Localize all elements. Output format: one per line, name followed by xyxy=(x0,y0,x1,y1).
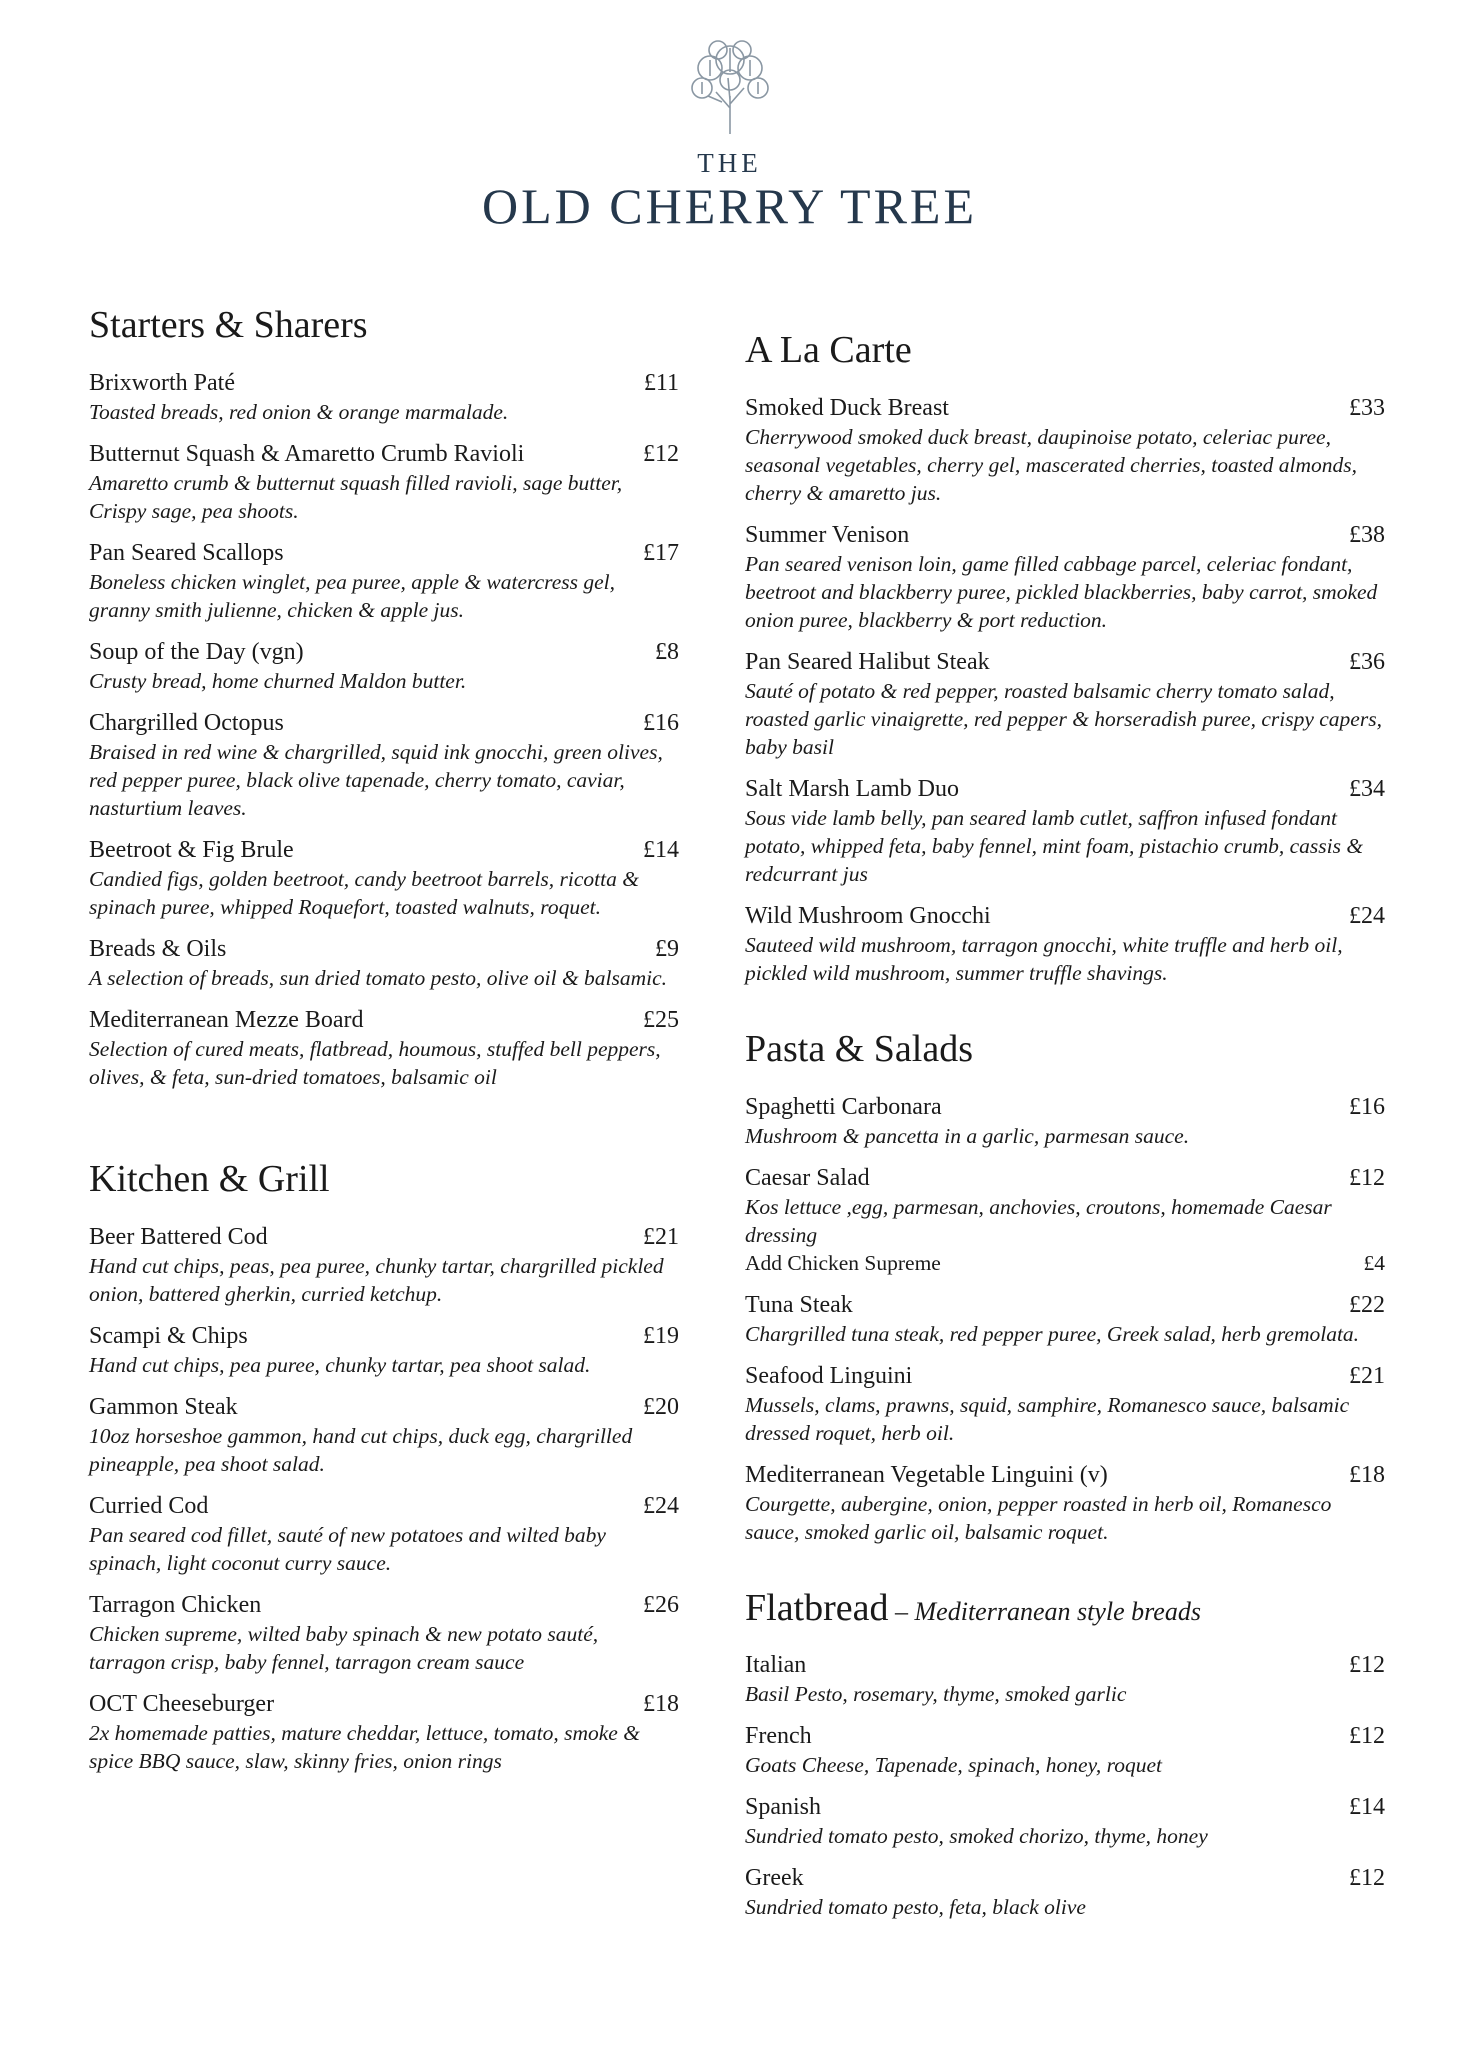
menu-item xyxy=(745,648,1385,761)
menu-item-name: Seafood Linguini xyxy=(745,1362,913,1389)
menu-item-price: £33 xyxy=(1349,394,1385,421)
menu-section xyxy=(89,305,679,1091)
menu-item-header xyxy=(745,1164,1385,1193)
menu-item-price: £17 xyxy=(643,539,679,566)
menu-item-name: Mediterranean Vegetable Linguini (v) xyxy=(745,1461,1108,1488)
menu-item xyxy=(89,836,679,921)
menu-item-header xyxy=(89,836,679,865)
menu-item-price: £34 xyxy=(1349,775,1385,802)
menu-item xyxy=(745,1793,1385,1850)
item-list xyxy=(89,1223,679,1775)
menu-item-price: £8 xyxy=(655,638,679,665)
menu-item xyxy=(745,521,1385,634)
menu-item-price: £12 xyxy=(643,440,679,467)
menu-item-header xyxy=(745,1093,1385,1122)
menu-item-price: £19 xyxy=(643,1322,679,1349)
section-title: Starters & Sharers xyxy=(89,304,368,346)
tree-icon xyxy=(682,34,778,136)
menu-item-price: £12 xyxy=(1349,1865,1385,1892)
menu-section xyxy=(89,1159,679,1775)
menu-item-name: Italian xyxy=(745,1652,807,1679)
menu-item-name: Mediterranean Mezze Board xyxy=(89,1006,364,1033)
menu-item-description: 2x homemade patties, mature cheddar, lettuce, tomato, smoke & spice BBQ sauce, slaw, skinny fries, onion rings xyxy=(89,1720,640,1773)
menu-item-description: Selection of cured meats, flatbread, houmous, stuffed bell peppers, olives, & feta, sun-dried tomatoes, balsamic oil xyxy=(89,1036,661,1089)
section-title xyxy=(745,1588,1385,1630)
menu-item-description: Braised in red wine & chargrilled, squid ink gnocchi, green olives, red pepper puree, black olive tapenade, cherry tomato, caviar, nasturtium leaves. xyxy=(89,739,663,820)
menu-item-header xyxy=(89,440,679,469)
menu-item-header xyxy=(745,1793,1385,1822)
menu-item-header xyxy=(745,1722,1385,1751)
menu-section xyxy=(745,330,1385,987)
menu-item-name: Salt Marsh Lamb Duo xyxy=(745,775,959,802)
menu-item-name: Beetroot & Fig Brule xyxy=(89,836,294,863)
menu-item-header xyxy=(89,369,679,398)
menu-item-header xyxy=(89,1223,679,1252)
menu-item-name: Breads & Oils xyxy=(89,935,227,962)
item-list xyxy=(745,1093,1385,1546)
menu-item-header xyxy=(745,648,1385,677)
menu-item-price: £9 xyxy=(655,935,679,962)
menu-item-description: Sundried tomato pesto, smoked chorizo, thyme, honey xyxy=(745,1824,1208,1849)
menu-item-header xyxy=(745,1864,1385,1893)
menu-item-description: Candied figs, golden beetroot, candy beetroot barrels, ricotta & spinach puree, whipped Roquefort, toasted walnuts, roquet. xyxy=(89,866,639,919)
menu-item-price: £38 xyxy=(1349,521,1385,548)
addon-price: £4 xyxy=(1363,1250,1385,1275)
menu-item-description: Courgette, aubergine, onion, pepper roasted in herb oil, Romanesco sauce, smoked garlic oil, balsamic roquet. xyxy=(745,1491,1332,1544)
menu-item-header xyxy=(745,394,1385,423)
menu-item-addon xyxy=(745,1249,1385,1277)
menu-item-description: Toasted breads, red onion & orange marmalade. xyxy=(89,399,509,424)
menu-item-name: Tuna Steak xyxy=(745,1291,853,1318)
addon-name: Add Chicken Supreme xyxy=(745,1250,941,1275)
menu-item-price: £24 xyxy=(643,1492,679,1519)
menu-item-name: Chargrilled Octopus xyxy=(89,709,284,736)
menu-item xyxy=(89,1223,679,1308)
menu-item-name: Brixworth Paté xyxy=(89,369,235,396)
logo xyxy=(0,34,1459,136)
section-subtitle: – Mediterranean style breads xyxy=(888,1596,1201,1626)
menu-item-description: 10oz horseshoe gammon, hand cut chips, duck egg, chargrilled pineapple, pea shoot salad. xyxy=(89,1423,633,1476)
menu-item-price: £26 xyxy=(643,1591,679,1618)
menu-item-description: Goats Cheese, Tapenade, spinach, honey, roquet xyxy=(745,1753,1163,1778)
menu-item xyxy=(745,394,1385,507)
menu-item-description: Amaretto crumb & butternut squash filled ravioli, sage butter, Crispy sage, pea shoots. xyxy=(89,470,623,523)
menu-item-description: Hand cut chips, pea puree, chunky tartar, pea shoot salad. xyxy=(89,1352,591,1377)
menu-item-name: OCT Cheeseburger xyxy=(89,1690,275,1717)
menu-section xyxy=(745,1588,1385,1922)
menu-item-price: £14 xyxy=(643,836,679,863)
menu-item xyxy=(745,1362,1385,1447)
menu-item xyxy=(745,1164,1385,1277)
menu-item xyxy=(89,1322,679,1379)
menu-item xyxy=(89,369,679,426)
menu-item-name: Smoked Duck Breast xyxy=(745,394,949,421)
menu-item-name: Pan Seared Scallops xyxy=(89,539,284,566)
menu-item-description: Sauteed wild mushroom, tarragon gnocchi, white truffle and herb oil, pickled wild mushroom, summer truffle shavings. xyxy=(745,932,1343,985)
section-title: Kitchen & Grill xyxy=(89,1157,330,1200)
menu-item-description: Sauté of potato & red pepper, roasted balsamic cherry tomato salad, roasted garlic vinaigrette, red pepper & horseradish puree, crispy capers, baby basil xyxy=(745,678,1382,759)
right-column xyxy=(745,330,1385,1935)
brand-name: OLD CHERRY TREE xyxy=(481,178,978,234)
menu-item-header xyxy=(745,902,1385,931)
menu-item-name: Butternut Squash & Amaretto Crumb Ravioli xyxy=(89,440,525,467)
menu-item xyxy=(89,709,679,822)
menu-item xyxy=(89,1393,679,1478)
menu-item-description: Chicken supreme, wilted baby spinach & new potato sauté, tarragon crisp, baby fennel, tarragon cream sauce xyxy=(89,1621,599,1674)
menu-item-price: £21 xyxy=(1349,1362,1385,1389)
menu-item-price: £12 xyxy=(1349,1723,1385,1750)
menu-item xyxy=(89,539,679,624)
menu-item xyxy=(89,638,679,695)
menu-item-price: £16 xyxy=(1349,1093,1385,1120)
menu-item-header xyxy=(89,1492,679,1521)
menu-item-price: £21 xyxy=(643,1223,679,1250)
menu-item xyxy=(745,1651,1385,1708)
menu-item-description: A selection of breads, sun dried tomato pesto, olive oil & balsamic. xyxy=(89,965,668,990)
menu-item-price: £12 xyxy=(1349,1164,1385,1191)
menu-item-header xyxy=(89,935,679,964)
menu-item-header xyxy=(89,638,679,667)
menu-item-name: Gammon Steak xyxy=(89,1393,238,1420)
menu-item-description: Chargrilled tuna steak, red pepper puree, Greek salad, herb gremolata. xyxy=(745,1321,1360,1346)
menu-item-header xyxy=(89,1690,679,1719)
item-list xyxy=(745,1651,1385,1921)
menu-item xyxy=(89,440,679,525)
menu-item-description: Mushroom & pancetta in a garlic, parmesan sauce. xyxy=(745,1123,1190,1148)
item-list xyxy=(745,394,1385,987)
menu-item-name: Summer Venison xyxy=(745,521,910,548)
menu-item xyxy=(745,902,1385,987)
section-title: A La Carte xyxy=(745,329,912,371)
menu-item-header xyxy=(89,539,679,568)
brand-the: THE xyxy=(697,148,762,178)
menu-item xyxy=(745,775,1385,888)
menu-item-name: Spaghetti Carbonara xyxy=(745,1093,942,1120)
menu-item-description: Kos lettuce ,egg, parmesan, anchovies, croutons, homemade Caesar dressing xyxy=(745,1194,1332,1247)
menu-item xyxy=(89,1006,679,1091)
menu-item-header xyxy=(89,1006,679,1035)
menu-item-name: Pan Seared Halibut Steak xyxy=(745,648,990,675)
menu-item-description: Sous vide lamb belly, pan seared lamb cutlet, saffron infused fondant potato, whipped feta, baby fennel, mint foam, pistachio crumb, cassis & redcurrant jus xyxy=(745,805,1364,886)
section-title-text: Flatbread xyxy=(745,1586,889,1629)
menu-item-description: Pan seared venison loin, game filled cabbage parcel, celeriac fondant, beetroot and blackberry puree, pickled blackberries, baby carrot, smoked onion puree, blackberry & port reduction. xyxy=(745,551,1378,632)
menu-item-name: Curried Cod xyxy=(89,1492,209,1519)
menu-item-description: Boneless chicken winglet, pea puree, apple & watercress gel, granny smith julienne, chicken & apple jus. xyxy=(89,569,616,622)
menu-item-price: £25 xyxy=(643,1006,679,1033)
menu-item xyxy=(745,1461,1385,1546)
menu-item xyxy=(745,1722,1385,1779)
menu-item-header xyxy=(745,1651,1385,1680)
menu-item-header xyxy=(745,1461,1385,1490)
left-column xyxy=(89,305,679,1789)
item-list xyxy=(89,369,679,1091)
menu-item-header xyxy=(89,1591,679,1620)
menu-item-name: Tarragon Chicken xyxy=(89,1591,262,1618)
menu-item xyxy=(745,1291,1385,1348)
menu-item-name: Greek xyxy=(745,1865,804,1892)
menu-item-description: Cherrywood smoked duck breast, daupinoise potato, celeriac puree, seasonal vegetables, cherry gel, mascerated cherries, toasted almonds, cherry & amaretto jus. xyxy=(745,424,1358,505)
menu-item-name: Wild Mushroom Gnocchi xyxy=(745,902,991,929)
menu-item-price: £18 xyxy=(643,1690,679,1717)
menu-item xyxy=(89,1492,679,1577)
menu-item-description: Crusty bread, home churned Maldon butter. xyxy=(89,668,467,693)
menu-item-header xyxy=(745,521,1385,550)
menu-item-price: £24 xyxy=(1349,902,1385,929)
menu-item-header xyxy=(745,1362,1385,1391)
menu-item-header xyxy=(745,1291,1385,1320)
menu-item-header xyxy=(89,1393,679,1422)
menu-item xyxy=(89,935,679,992)
menu-item xyxy=(89,1690,679,1775)
menu-item-description: Hand cut chips, peas, pea puree, chunky tartar, chargrilled pickled onion, battered gherkin, curried ketchup. xyxy=(89,1253,664,1306)
menu-item-name: Soup of the Day (vgn) xyxy=(89,638,304,665)
menu-item-name: Beer Battered Cod xyxy=(89,1223,268,1250)
menu-item-price: £14 xyxy=(1349,1794,1385,1821)
menu-item-price: £12 xyxy=(1349,1652,1385,1679)
menu-item-price: £16 xyxy=(643,709,679,736)
menu-item-header xyxy=(89,709,679,738)
menu-item-price: £22 xyxy=(1349,1291,1385,1318)
menu-item-name: Spanish xyxy=(745,1794,822,1821)
menu-item-description: Pan seared cod fillet, sauté of new potatoes and wilted baby spinach, light coconut curry sauce. xyxy=(89,1522,606,1575)
menu-item-price: £11 xyxy=(643,369,679,396)
menu-item xyxy=(745,1864,1385,1921)
menu-item-price: £20 xyxy=(643,1393,679,1420)
menu-item-header xyxy=(89,1322,679,1351)
menu-item xyxy=(745,1093,1385,1150)
menu-section xyxy=(745,1029,1385,1546)
menu-item-name: Caesar Salad xyxy=(745,1164,870,1191)
menu-item-name: French xyxy=(745,1723,812,1750)
menu-item-header xyxy=(745,775,1385,804)
menu-item-name: Scampi & Chips xyxy=(89,1322,248,1349)
menu-item-description: Basil Pesto, rosemary, thyme, smoked garlic xyxy=(745,1682,1127,1707)
menu-item-description: Mussels, clams, prawns, squid, samphire, Romanesco sauce, balsamic dressed roquet, herb oil. xyxy=(745,1392,1350,1445)
menu-item-price: £18 xyxy=(1349,1461,1385,1488)
menu-item xyxy=(89,1591,679,1676)
section-title: Pasta & Salads xyxy=(745,1027,973,1070)
menu-item-description: Sundried tomato pesto, feta, black olive xyxy=(745,1895,1086,1920)
menu-item-price: £36 xyxy=(1349,648,1385,675)
